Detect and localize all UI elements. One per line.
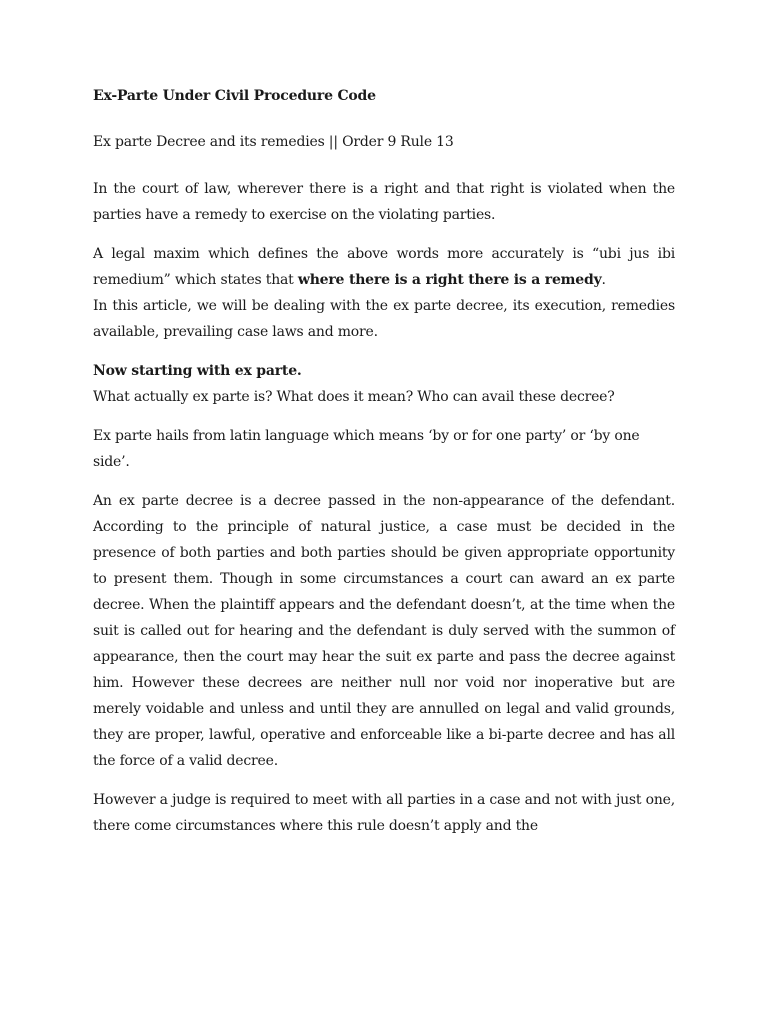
maxim-period: . bbox=[601, 272, 606, 288]
paragraph-intro: In the court of law, wherever there is a right and that right is violated when the parties have a remedy to exercise on the violating parties. bbox=[93, 181, 675, 223]
paragraph-article-scope: In this article, we will be dealing with the ex parte decree, its execution, remedies available, prevailing case laws and more. bbox=[93, 298, 675, 340]
section-heading bbox=[93, 358, 675, 384]
paragraph-definition: An ex parte decree is a decree passed in the non-appearance of the defendant. According to the principle of natural justice, a case must be decided in the presence of both parties and both parties should be given appropriate opportunity to present them. Though in some circumstances a court can award an ex parte decree. When the plaintiff appears and the defendant doesn’t, at the time when the suit is called out for hearing and the defendant is duly served with the summon of appearance, then the court may hear the suit ex parte and pass the decree against him. However these decrees are neither null nor void nor inoperative but are merely voidable and unless and until they are annulled on legal and valid grounds, they are proper, lawful, operative and enforceable like a bi-parte decree and has all the force of a valid decree. bbox=[93, 493, 675, 769]
document-subtitle: Ex parte Decree and its remedies || Order 9 Rule 13 bbox=[93, 134, 454, 150]
paragraph-maxim bbox=[93, 241, 675, 293]
maxim-text: A legal maxim which defines the above words more accurately is “ubi jus ibi remedium” which states that bbox=[93, 246, 675, 288]
paragraph-etymology: Ex parte hails from latin language which means ‘by or for one party’ or ‘by one side’. bbox=[93, 428, 640, 470]
section-heading-text: Now starting with ex parte. bbox=[93, 363, 302, 379]
maxim-emphasis: where there is a right there is a remedy bbox=[297, 272, 602, 288]
document-page bbox=[93, 85, 675, 839]
paragraph-judge: However a judge is required to meet with all parties in a case and not with just one, there come circumstances where this rule doesn’t apply and the bbox=[93, 792, 675, 834]
document-title: Ex-Parte Under Civil Procedure Code bbox=[93, 88, 376, 104]
paragraph-questions: What actually ex parte is? What does it mean? Who can avail these decree? bbox=[93, 389, 615, 405]
